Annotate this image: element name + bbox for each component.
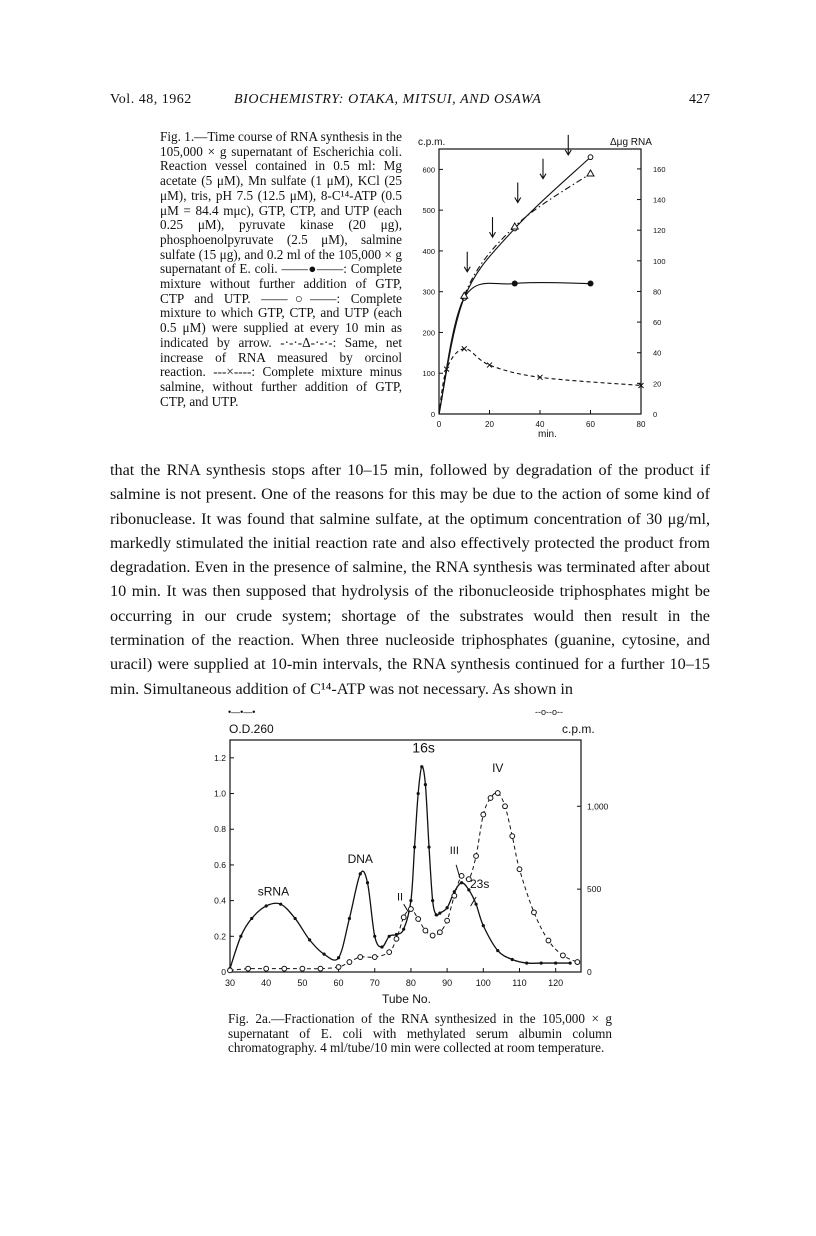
data-point [359,872,362,875]
data-point [546,938,551,943]
fig2-x-tick-label: 30 [224,978,236,988]
data-point [228,968,233,973]
data-point [372,955,377,960]
fig2-x-tick-label: 120 [548,978,564,988]
data-point [561,953,566,958]
data-point [409,907,414,912]
fig1-y2-tick-label: 60 [653,318,662,328]
data-point [459,873,464,878]
data-point [554,961,557,964]
body-paragraph: that the RNA synthesis stops after 10–15 min, followed by degradation of the product if salmine is not present. One of the reasons for this may be due to the action of some kind of ribonuclease. It was found that salmine sulfate, at the optimum concentration of 30 μg/ml, markedly stimulated the initial reaction rate and also effectively protected the product from degradation. Even in the presence of salmine, the RNA synthesis was terminated after about 10 min. It was then supposed that hydrolysis of the ribonucleoside triphosphates might be occurring in our crude system; shortage of the substrates would then result in the termination of the reaction. When three nucleoside triphosphates (guanine, cytosine, and uracil) were supplied at 10-min intervals, the RNA synthesis continued for a further 10–15 min. Simultaneous addition of C¹⁴-ATP was not necessary. As shown in [110,461,710,698]
fig1-y-tick-label: 100 [422,369,435,379]
data-point [336,965,341,970]
annotation-16s: 16s [412,739,435,756]
data-point [401,915,406,920]
fig2-x-tick-label: 50 [297,978,308,988]
fig1-x-tick-label: 0 [436,420,442,429]
fig1-y2label: Δμg RNA [610,137,652,148]
data-point [348,917,351,920]
data-point [510,834,515,839]
fig2-y-tick-label: 0.8 [214,824,226,835]
fig1-y-tick-label: 500 [422,206,435,216]
data-point [452,893,457,898]
data-point [416,917,421,922]
annotation-srna: sRNA [257,884,290,899]
fig1-y2-tick-label: 120 [653,226,666,236]
data-point [481,812,486,817]
data-point [282,966,287,971]
data-point [438,912,441,915]
fig1-ylabel: c.p.m. [418,137,446,148]
annotation-peak-ii: II [397,891,404,904]
data-point [380,945,383,948]
data-point [430,933,435,938]
fig1-y2-tick-label: 100 [653,256,666,266]
data-point [387,950,392,955]
fig1-x-tick-label: 20 [485,420,494,429]
data-point [511,958,514,961]
fig2-y-tick-label: 1.2 [214,752,226,763]
fig2-y-tick-label: 0 [221,967,226,977]
fig1-y2-tick-label: 0 [653,410,658,419]
annotation-dna: DNA [347,852,373,867]
data-point [460,881,463,884]
data-point [250,917,253,920]
annotation-peak-iii: III [449,845,459,858]
data-point [394,936,399,941]
data-point [322,953,325,956]
fig1-y-tick-label: 0 [430,410,435,419]
data-point [308,938,311,941]
fig2-y-tick-label: 1.0 [214,788,226,799]
fig2-x-tick-label: 70 [369,978,380,988]
data-point [294,917,297,920]
data-point [437,930,442,935]
page-number: 427 [689,92,710,107]
fig1-x-tick-label: 80 [636,420,646,429]
fig2-x-tick-label: 40 [261,978,272,988]
data-point [445,918,450,923]
data-point [488,796,493,801]
fig1-y2-tick-label: 160 [653,164,666,174]
fig2-y-tick-label: 0.6 [214,859,226,870]
fig2-legend-right: --o--o-- [535,707,563,717]
data-point [495,791,500,796]
fig1-y-tick-label: 400 [422,246,435,256]
data-point [265,904,268,907]
fig2-plot-frame [230,740,581,972]
data-point [427,845,430,848]
data-point [417,792,420,795]
fig1-y2-tick-label: 140 [653,195,666,205]
data-point [532,910,537,915]
fig1-y2-tick-label: 20 [653,379,662,389]
data-point [435,913,438,916]
data-point [420,765,423,768]
data-point [358,955,363,960]
fig2-x-tick-label: 90 [442,978,453,988]
data-point [423,928,428,933]
figure-1-caption: Fig. 1.—Time course of RNA synthesis in the 105,000 × g supernatant of Escherichia coli. Reaction vessel contained in 0.5 ml: Mg acetate (5 μM), Mn sulfate (1 μM), KCl (25 μM), tris, pH 7.5 (12.5 μM), 8-C¹⁴-ATP (0.5 μM = 84.4 mμc), GTP, CTP, and UTP (each 0.25 μM), pyruvate kinase (20 μg), phosphoenolpyruvate (2.5 μM), salmine sulfate (15 μg), and 0.2 ml of the 105,000 × g supernatant of E. coli. ——●——: Complete mixture without further addition of GTP, CTP and UTP. ——○——: Complete mixture to which GTP, CTP, and UTP (each 0.5 μM) were supplied at every 10 min as indicated by arrow. -·-·-Δ-·-·-: Same, net increase of RNA measured by orcinol reaction. ---×----: Complete mixture minus salmine, without further addition of GTP, CTP, and UTP. [160,129,402,409]
data-point [474,854,479,859]
data-point [264,966,269,971]
data-point [540,961,543,964]
fig1-y-tick-label: 600 [422,165,435,175]
data-point [373,935,376,938]
annotation-peak-iv: IV [492,761,504,776]
data-point [366,881,369,884]
data-point [482,924,485,927]
fig2-y2-tick-label: 500 [587,884,602,895]
data-point [525,961,528,964]
annotation-23s: 23s [470,877,490,892]
fig2-xlabel: Tube No. [382,992,431,1006]
fig2-x-tick-label: 110 [512,978,527,988]
figure-2a-caption: Fig. 2a.—Fractionation of the RNA synthesized in the 105,000 × g supernatant of E. coli with methylated serum albumin column chromatography. 4 ml/tube/10 min were collected at room temperature. [228,1011,612,1056]
fig2-legend-left: •—•—• [228,707,256,717]
fig1-x-tick-label: 40 [535,420,545,429]
data-point [347,960,352,965]
fig2-y2-tick-label: 0 [587,967,592,977]
data-point [279,903,282,906]
fig1-y2-tick-label: 40 [653,348,662,358]
data-point [337,956,340,959]
data-point [246,966,251,971]
data-point [575,960,580,965]
journal-authors: BIOCHEMISTRY: OTAKA, MITSUI, AND OSAWA [234,92,542,107]
pointer-iii [456,865,460,877]
data-point [409,899,412,902]
data-point [503,804,508,809]
data-point [446,906,449,909]
data-point [496,949,499,952]
volume-info: Vol. 48, 1962 [110,92,192,107]
data-point [517,867,522,872]
fig1-x-tick-label: 60 [586,420,595,429]
data-point [402,928,405,931]
fig2-x-tick-label: 60 [333,978,344,988]
fig2-y-tick-label: 0.2 [214,931,226,942]
data-point [569,961,572,964]
data-point [474,903,477,906]
data-point [318,966,323,971]
fig1-y-tick-label: 200 [422,328,435,338]
fig2-ylabel: O.D.260 [229,722,274,736]
fig2-x-tick-label: 100 [475,978,491,988]
fig1-y2-tick-label: 80 [653,287,662,297]
fig2-x-tick-label: 80 [405,978,416,988]
fig2-y2-tick-label: 1,000 [587,801,609,812]
data-point [239,935,242,938]
data-point [388,935,391,938]
fig2-y-tick-label: 0.4 [214,895,226,906]
fig2-cpm-line [230,793,577,971]
data-point [413,845,416,848]
data-point [300,966,305,971]
data-point [424,783,427,786]
fig1-y-tick-label: 300 [422,287,435,297]
data-point [453,890,456,893]
data-point [431,899,434,902]
fig1-xlabel: min. [538,429,557,440]
fig2-y2label: c.p.m. [562,722,595,736]
